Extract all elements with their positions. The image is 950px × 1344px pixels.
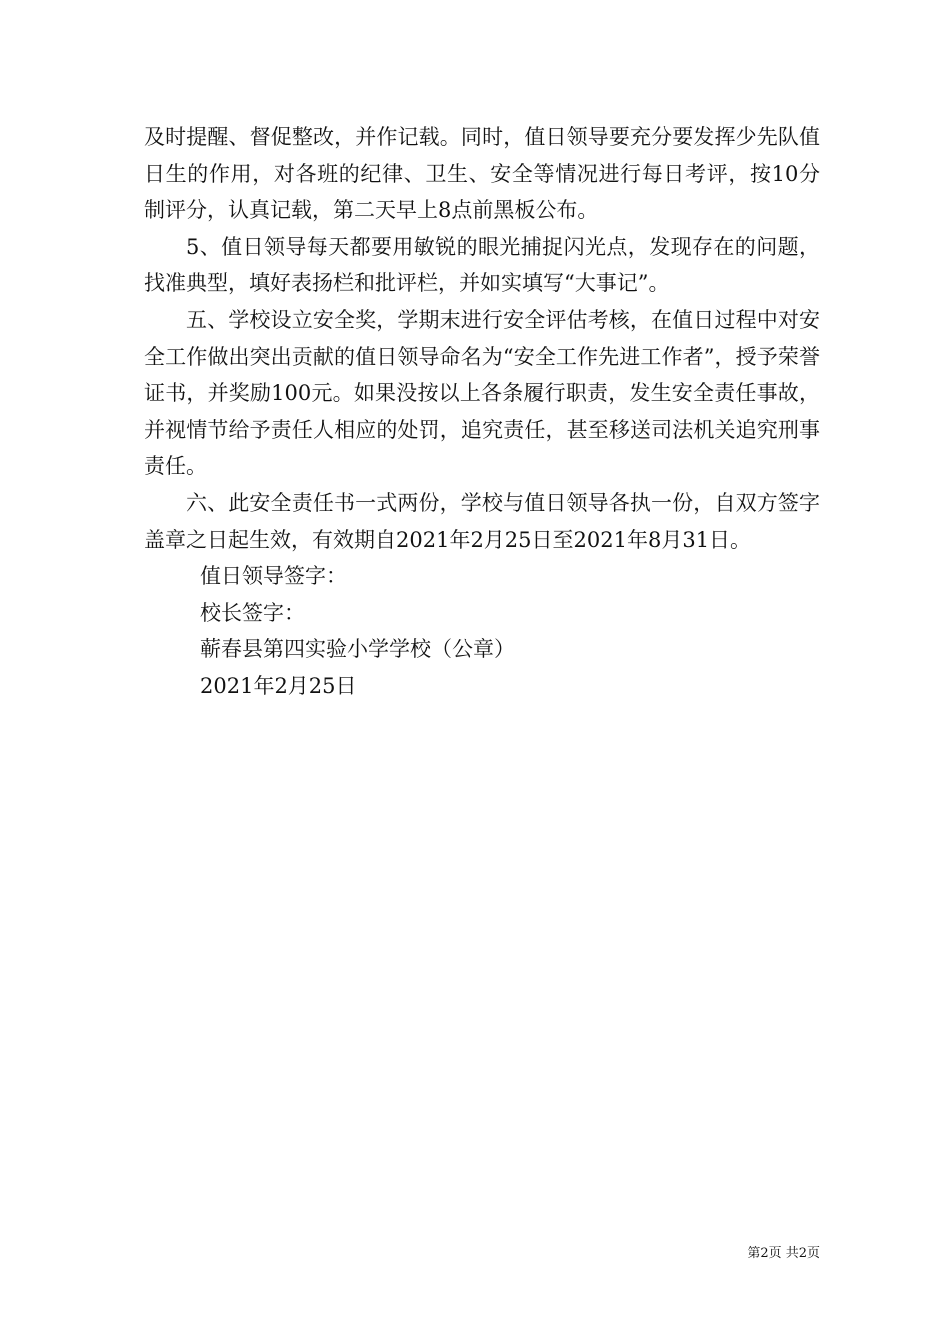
document-body [144, 119, 820, 705]
school-seal-line: 蕲春县第四实验小学学校（公章） [200, 637, 515, 662]
paragraph-section-6: 六、此安全责任书一式两份，学校与值日领导各执一份，自双方签字盖章之日起生效，有效期自2021年2月25日至2021年8月31日。 [144, 490, 820, 552]
paragraph-continuation: 及时提醒、督促整改，并作记载。同时，值日领导要充分要发挥少先队值日生的作用，对各班的纪律、卫生、安全等情况进行每日考评，按10分制评分，认真记载，第二天早上8点前黑板公布。 [144, 125, 820, 223]
principal-signature-line: 校长签字： [200, 600, 305, 625]
page-indicator: 第2页 共2页 [747, 1246, 820, 1261]
paragraph-item-5: 5、值日领导每天都要用敏锐的眼光捕捉闪光点，发现存在的问题，找准典型，填好表扬栏和批评栏，并如实填写“大事记”。 [144, 234, 820, 296]
paragraph-section-5: 五、学校设立安全奖，学期末进行安全评估考核，在值日过程中对安全工作做出突出贡献的值日领导命名为“安全工作先进工作者”，授予荣誉证书，并奖励100元。如果没按以上各条履行职责，发生安全责任事故，并视情节给予责任人相应的处罚，追究责任，甚至移送司法机关追究刑事责任。 [144, 307, 820, 479]
signing-date: 2021年2月25日 [200, 673, 357, 698]
page-footer [700, 1246, 820, 1262]
duty-leader-signature-line: 值日领导签字： [200, 564, 347, 589]
